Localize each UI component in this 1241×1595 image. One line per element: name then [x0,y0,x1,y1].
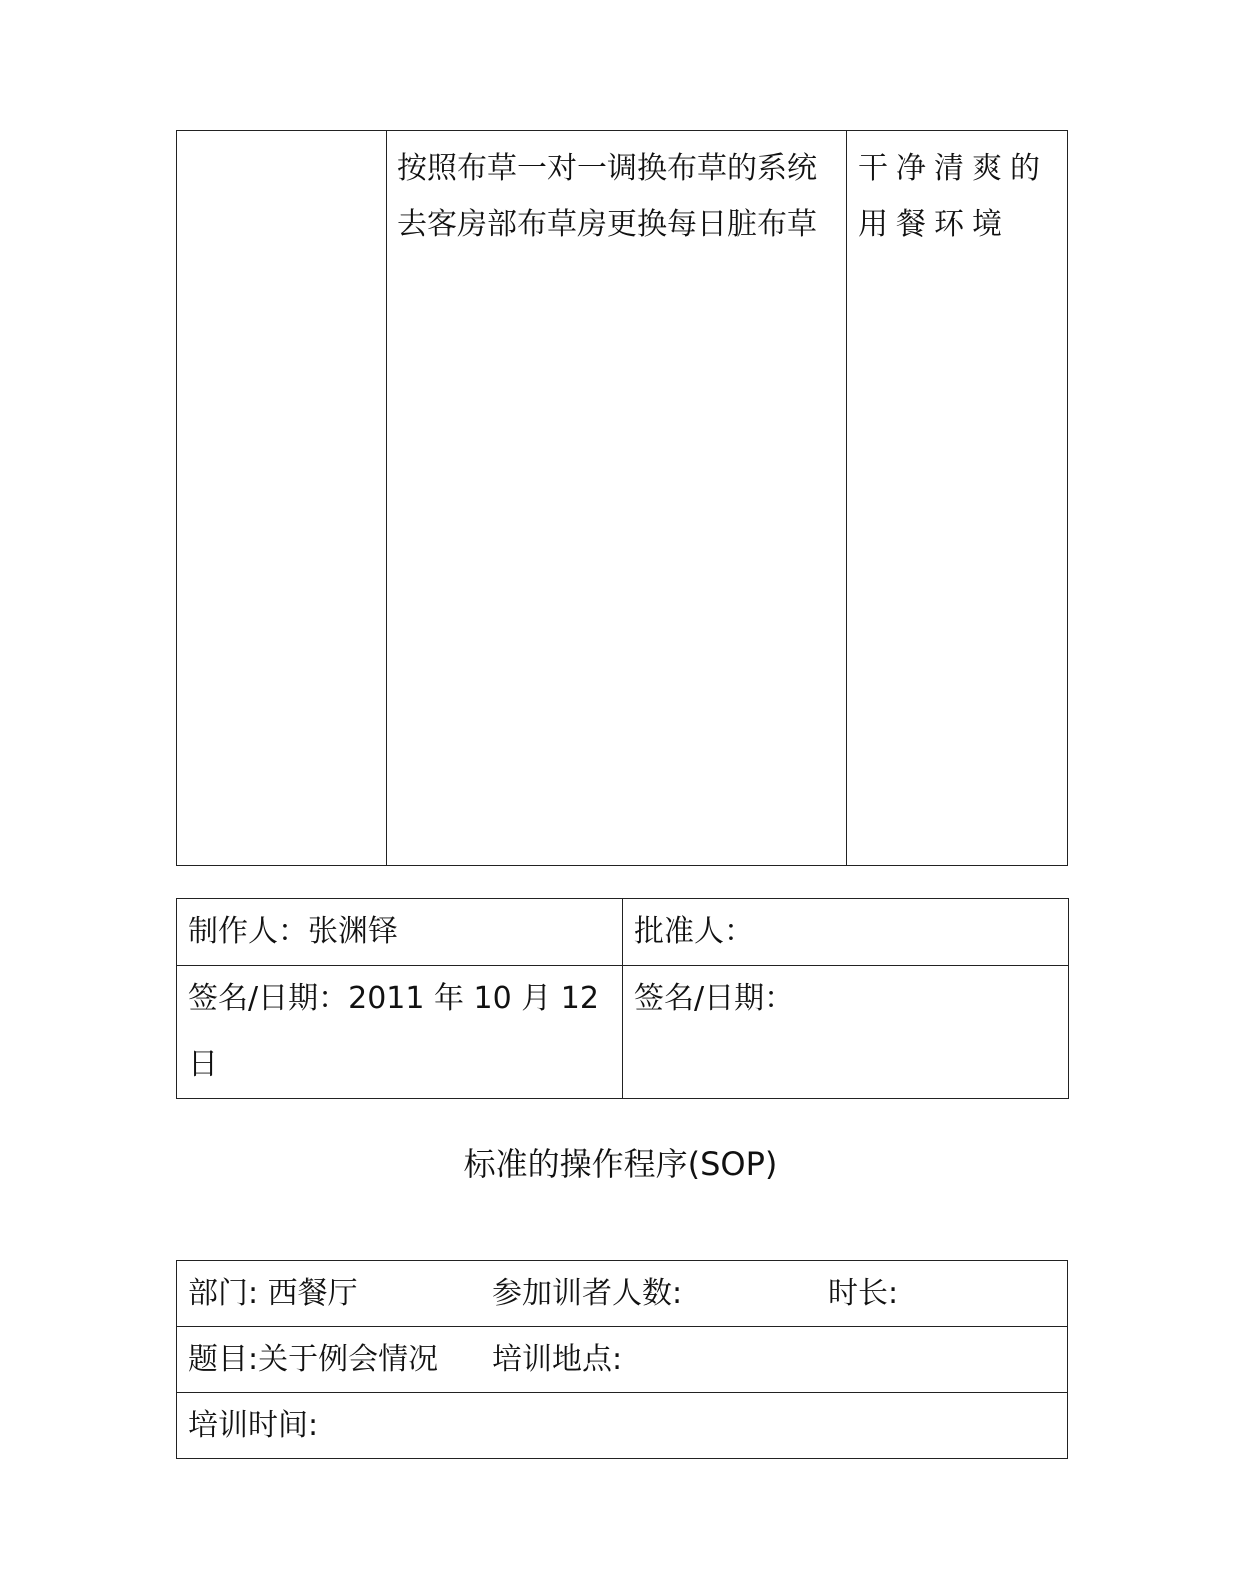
approver-cell [623,899,1069,966]
approver-date-text: 签名/日期： [634,981,795,1016]
signature-table [176,898,1069,1099]
participants-text: 参加训者人数: [492,1276,683,1311]
table-row [177,1327,1068,1393]
training-info-table [176,1260,1068,1459]
table-row [177,966,1069,1099]
table-row [177,1393,1068,1459]
maker-text: 制作人：张渊铎 [188,914,398,949]
department-text: 部门: 西餐厅 [188,1276,358,1311]
topic-text: 题目:关于例会情况 [188,1342,439,1377]
training-time-text: 培训时间: [188,1408,319,1443]
standard-text: 干净清爽的用餐环境 [858,151,1048,242]
step-cell [177,131,387,866]
maker-cell [177,899,623,966]
action-cell [387,131,847,866]
duration-text: 时长: [828,1276,899,1311]
maker-date-cell [177,966,623,1099]
action-text: 按照布草一对一调换布草的系统去客房部布草房更换每日脏布草 [397,151,817,242]
sop-title: 标准的操作程序(SOP) [463,1145,778,1183]
procedure-table [176,130,1068,866]
table-row [177,1261,1068,1327]
training-row-2 [177,1327,1068,1393]
table-row [177,131,1068,866]
location-text: 培训地点: [492,1342,623,1377]
approver-date-cell [623,966,1069,1099]
training-row-3 [177,1393,1068,1459]
table-row [177,899,1069,966]
maker-date-text: 签名/日期：2011 年 10 月 12 日 [188,981,599,1082]
approver-text: 批准人： [634,914,754,949]
standard-cell [847,131,1068,866]
training-row-1 [177,1261,1068,1327]
